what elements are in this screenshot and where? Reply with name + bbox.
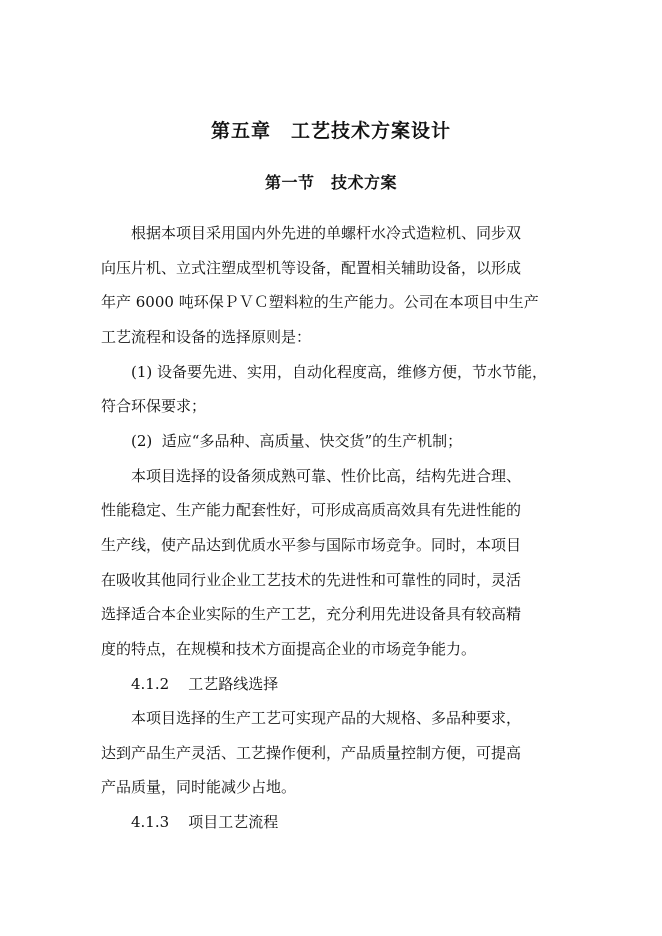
paragraph-line: 生产线，使产品达到优质水平参与国际市场竞争。同时，本项目 [101, 536, 522, 554]
list-item-1: (1) 设备要先进、实用，自动化程度高，维修方便，节水节能， [131, 363, 548, 381]
list-item-2: (2) 适应“多品种、高质量、快交货”的生产机制； [131, 432, 463, 450]
paragraph-line: 度的特点，在规模和技术方面提高企业的市场竞争能力。 [101, 640, 477, 658]
paragraph-line: 本项目选择的生产工艺可实现产品的大规格、多品种要求， [131, 709, 522, 727]
paragraph-line: 向压片机、立式注塑成型机等设备，配置相关辅助设备，以形成 [101, 259, 522, 277]
paragraph-line: 根据本项目采用国内外先进的单螺杆水冷式造粒机、同步双 [131, 224, 522, 242]
paragraph-line: 在吸收其他同行业企业工艺技术的先进性和可靠性的同时，灵活 [101, 571, 522, 589]
paragraph-line: 工艺流程和设备的选择原则是： [101, 328, 312, 346]
list-item-1-continuation: 符合环保要求； [101, 397, 207, 415]
paragraph-line: 性能稳定、生产能力配套性好，可形成高质高效具有先进性能的 [101, 501, 522, 519]
section-title: 第一节 技术方案 [264, 173, 397, 192]
subsection-heading-4-1-3: 4.1.3 项目工艺流程 [131, 813, 279, 831]
subsection-heading-4-1-2: 4.1.2 工艺路线选择 [131, 675, 279, 693]
chapter-title: 第五章 工艺技术方案设计 [210, 120, 451, 142]
paragraph-line: 选择适合本企业实际的生产工艺，充分利用先进设备具有较高精 [101, 605, 522, 623]
paragraph-line: 本项目选择的设备须成熟可靠、性价比高，结构先进合理、 [131, 467, 522, 485]
paragraph-line: 产品质量，同时能减少占地。 [101, 778, 297, 796]
paragraph-line: 达到产品生产灵活、工艺操作便利，产品质量控制方便，可提高 [101, 744, 522, 762]
paragraph-line: 年产 6000 吨环保ＰＶＣ塑料粒的生产能力。公司在本项目中生产 [101, 293, 539, 311]
